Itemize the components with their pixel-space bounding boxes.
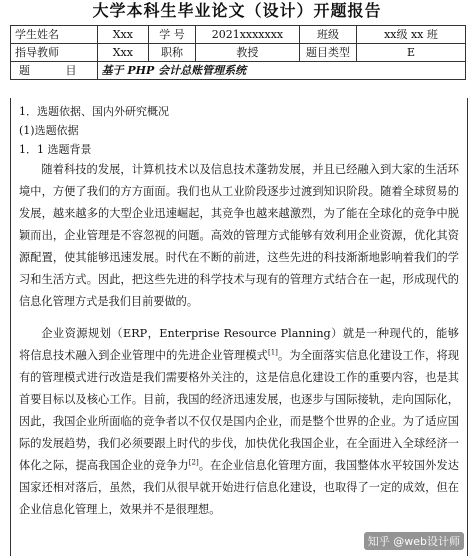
student-name-value: Xxx [97,26,149,44]
title-rank-label: 职称 [149,44,196,62]
student-name-label: 学生姓名 [11,26,98,44]
content-box [10,98,468,556]
student-id-label: 学 号 [149,26,196,44]
advisor-label: 指导教师 [11,44,98,62]
class-label: 班级 [300,26,357,44]
info-row-advisor [11,44,466,62]
citation-1: [1] [267,348,278,357]
body-paragraph-1: 随着科技的发展，计算机技术以及信息技术蓬勃发展，并且已经融入到大家的生活环境中，方便了我们的方方面面。我们也从工业阶段逐步过渡到知识阶段。随着全球贸易的发展，越来越多的大型企业迅速崛起，其竞争也越来越激烈，为了能在全球化的竞争中脱颖而出，企业管理是不容忽视的问题。高效的管理方式能够有效利用企业资源，优化其资源配置，使其能够迅速发展。时代在不断的前进，这些先进的科技渐渐地影响着我们的学习和生活方式。因此，把这些先进的科学技术与现有的管理方式结合在一起，形成现代的信息化管理方式是我们目前要做的。 [19,163,459,308]
citation-2: [2] [188,458,199,467]
topic-value: 基于 PHP 会计总账管理系统 [97,62,466,80]
topic-type-label: 题目类型 [300,44,357,62]
section-heading-1-1: (1)选题依据 [19,124,79,137]
body-paragraph-2 [19,323,459,521]
paragraph-2-part-a: 企业资源规划（ERP，Enterprise Resource Planning）就是一种现代的，能够将信息技术融入到企业管理中的先进企业管理模式 [19,327,459,362]
section-heading-1: 1．选题依据、国内外研究概况 [19,105,169,118]
title-rank-value: 教授 [195,44,299,62]
paragraph-2-part-b: 。为全面落实信息化建设工作，将现有的管理模式进行改造是我们需要格外关注的，这是信息化建设工作的重要内容，也是其首要目标以及核心工作。目前，我国的经济迅速发展，也逐步与国际接轨，走向国际化，因此，我国企业所面临的竞争者以不仅仅是国内企业，而是整个世界的企业。为了适应国际的发展趋势，我们必须要跟上时代的步伐，加快优化我国企业，在全面进入全球经济一体化之际，提高我国企业的竞争力 [19,349,459,472]
paragraph-2-part-c: 。在企业信息化管理方面，我国整体水平较国外发达国家还相对落后，虽然，我们从很早就开始进行信息化建设，也取得了一定的成效，但在企业信息化管理上，效果并不是很理想。 [19,459,459,516]
topic-label: 题 目 [11,62,98,80]
student-id-value: 2021xxxxxxx [195,26,299,44]
info-table [10,25,466,80]
class-value: xx级 xx 班 [356,26,465,44]
page-title: 大学本科生毕业论文（设计）开题报告 [92,1,382,20]
info-row-topic [11,62,466,80]
info-row-student [11,26,466,44]
watermark: 知乎 @web设计师 [364,532,464,550]
advisor-value: Xxx [97,44,149,62]
topic-type-value: E [356,44,465,62]
section-heading-1-1-1: 1．1 选题背景 [19,143,92,156]
